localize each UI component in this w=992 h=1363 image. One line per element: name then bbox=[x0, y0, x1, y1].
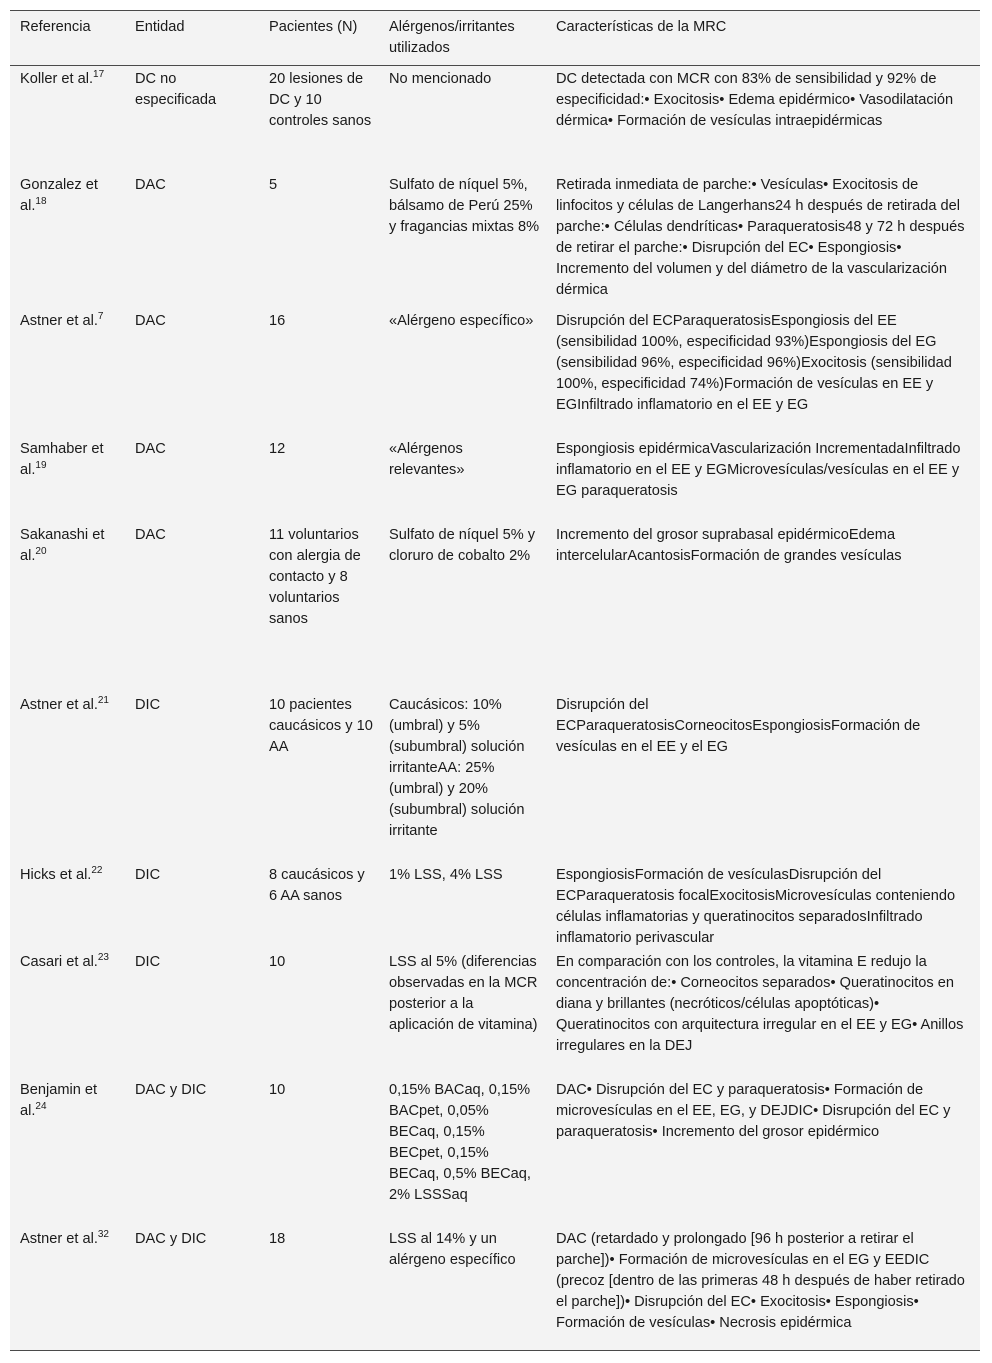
cell-entidad: DIC bbox=[135, 696, 161, 713]
cell-caracteristicas: Disrupción del ECParaqueratosisCorneocitosEspongiosisFormación de vesículas en el EE y el EG bbox=[556, 696, 921, 755]
cell-pacientes: 10 pacientes caucásicos y 10 AA bbox=[269, 696, 373, 755]
cell-pacientes: 5 bbox=[269, 176, 278, 193]
cell-referencia: Hicks et al.$^{22}$ bbox=[20, 864, 103, 883]
cell-pacientes: 18 bbox=[269, 1230, 286, 1247]
cell-caracteristicas: Espongiosis epidérmicaVascularización IncrementadaInfiltrado inflamatorio en el EE y EGMicrovesículas/vesículas en el EE y EG paraqueratosis bbox=[556, 440, 961, 499]
cell-entidad: DC no especificada bbox=[135, 71, 217, 108]
header-alergenos: Alérgenos/irritantes utilizados bbox=[389, 19, 515, 56]
mrc-features-table bbox=[10, 11, 980, 1334]
cell-entidad: DAC bbox=[135, 176, 166, 193]
cell-alergenos: «Alérgeno específico» bbox=[389, 312, 534, 329]
cell-pacientes: 10 bbox=[269, 953, 286, 970]
table-body bbox=[10, 66, 980, 1334]
cell-referencia: Gonzalez et al.$^{18}$ bbox=[20, 176, 98, 214]
cell-alergenos: Sulfato de níquel 5% y cloruro de cobalto 2% bbox=[389, 526, 536, 564]
cell-caracteristicas: DC detectada con MCR con 83% de sensibilidad y 92% de especificidad:• Exocitosis• Edema epidérmico• Vasodilatación dérmica• Formación de vesículas intraepidérmicas bbox=[556, 71, 954, 129]
cell-entidad: DAC bbox=[135, 312, 166, 329]
cell-caracteristicas: EspongiosisFormación de vesículasDisrupción del ECParaqueratosis focalExocitosisMicrovesículas conteniendo células inflamatorias y queratinocitos separadosInfiltrado inflamatorio perivascular bbox=[556, 866, 956, 946]
table-row bbox=[10, 172, 980, 308]
cell-entidad: DAC bbox=[135, 440, 166, 457]
table-header bbox=[10, 11, 980, 66]
cell-entidad: DAC y DIC bbox=[135, 1230, 207, 1247]
cell-alergenos: 1% LSS, 4% LSS bbox=[389, 866, 503, 883]
table-row bbox=[10, 692, 980, 862]
table-row bbox=[10, 522, 980, 692]
cell-referencia: Casari et al.$^{23}$ bbox=[20, 951, 109, 970]
cell-entidad: DAC y DIC bbox=[135, 1081, 207, 1098]
header-pacientes: Pacientes (N) bbox=[269, 19, 358, 35]
cell-alergenos: Sulfato de níquel 5%, bálsamo de Perú 25% y fragancias mixtas 8% bbox=[389, 176, 540, 235]
table-row bbox=[10, 949, 980, 1077]
table-row bbox=[10, 1077, 980, 1226]
cell-alergenos: LSS al 5% (diferencias observadas en la MCR posterior a la aplicación de vitamina) bbox=[389, 953, 538, 1033]
cell-entidad: DIC bbox=[135, 866, 161, 883]
cell-pacientes: 11 voluntarios con alergia de contacto y 8 voluntarios sanos bbox=[269, 526, 361, 627]
cell-referencia: Astner et al.$^{32}$ bbox=[20, 1228, 109, 1247]
cell-entidad: DIC bbox=[135, 953, 161, 970]
cell-caracteristicas: DAC• Disrupción del EC y paraqueratosis• Formación de microvesículas en el EE, EG, y DEJDIC• Disrupción del EC y paraqueratosis• Incremento del grosor epidérmico bbox=[556, 1081, 951, 1140]
cell-caracteristicas: Disrupción del ECParaqueratosisEspongiosis del EE (sensibilidad 100%, especificidad 93%)Espongiosis del EG (sensibilidad 96%, especificidad 96%)Exocitosis (sensibilidad 100%, especificidad 74%)Formación de vesículas en EE y EGInfiltrado inflamatorio en el EE y EG bbox=[556, 312, 952, 413]
cell-pacientes: 10 bbox=[269, 1081, 286, 1098]
cell-caracteristicas: Retirada inmediata de parche:• Vesículas• Exocitosis de linfocitos y células de Langerhans24 h después de retirada del parche:• Células dendríticas• Paraqueratosis48 y 72 h después de retirar el parche:• Disrupción del EC• Espongiosis• Incremento del volumen y del diámetro de la vascularización dérmica bbox=[556, 176, 965, 298]
table-row bbox=[10, 862, 980, 949]
cell-referencia: Sakanashi et al.$^{20}$ bbox=[20, 526, 105, 564]
cell-alergenos: 0,15% BACaq, 0,15% BACpet, 0,05% BECaq, 0,15% BECpet, 0,15% BECaq, 0,5% BECaq, 2% LSSSaq bbox=[389, 1081, 531, 1203]
header-entidad: Entidad bbox=[135, 19, 185, 35]
header-caracteristicas: Características de la MRC bbox=[556, 19, 727, 35]
cell-pacientes: 12 bbox=[269, 440, 286, 457]
cell-caracteristicas: Incremento del grosor suprabasal epidérmicoEdema intercelularAcantosisFormación de grandes vesículas bbox=[556, 526, 902, 564]
cell-caracteristicas: DAC (retardado y prolongado [96 h posterior a retirar el parche])• Formación de microvesículas en el EG y EEDIC (precoz [dentro de las primeras 48 h después de haber retirado el parche])• Disrupción del EC• Exocitosis• Espongiosis• Formación de vesículas• Necrosis epidérmica bbox=[556, 1230, 965, 1331]
table-row bbox=[10, 436, 980, 522]
cell-referencia: Samhaber et al.$^{19}$ bbox=[20, 440, 104, 478]
cell-alergenos: LSS al 14% y un alérgeno específico bbox=[389, 1230, 516, 1268]
cell-pacientes: 8 caucásicos y 6 AA sanos bbox=[269, 866, 365, 904]
table-row bbox=[10, 1226, 980, 1334]
cell-referencia: Benjamin et al.$^{24}$ bbox=[20, 1081, 98, 1119]
cell-alergenos: No mencionado bbox=[389, 71, 492, 87]
cell-pacientes: 20 lesiones de DC y 10 controles sanos bbox=[269, 71, 372, 129]
cell-pacientes: 16 bbox=[269, 312, 286, 329]
cell-alergenos: «Alérgenos relevantes» bbox=[389, 440, 465, 478]
table-row bbox=[10, 308, 980, 436]
cell-referencia: Astner et al.$^7$ bbox=[20, 310, 104, 329]
cell-caracteristicas: En comparación con los controles, la vitamina E redujo la concentración de:• Corneocitos separados• Queratinocitos en diana y brillantes (necróticos/células apoptóticas)• Queratinocitos con arquitectura irregular en el EE y EG• Anillos irregulares en la DEJ bbox=[556, 953, 964, 1054]
header-row bbox=[10, 11, 980, 66]
cell-referencia: Koller et al.$^{17}$ bbox=[20, 69, 105, 87]
cell-alergenos: Caucásicos: 10% (umbral) y 5% (subumbral) solución irritanteAA: 25% (umbral) y 20% (subumbral) solución irritante bbox=[389, 696, 525, 839]
table-frame bbox=[10, 10, 980, 1351]
cell-entidad: DAC bbox=[135, 526, 166, 543]
header-referencia: Referencia bbox=[20, 19, 91, 35]
cell-referencia: Astner et al.$^{21}$ bbox=[20, 694, 109, 713]
table-row bbox=[10, 66, 980, 172]
